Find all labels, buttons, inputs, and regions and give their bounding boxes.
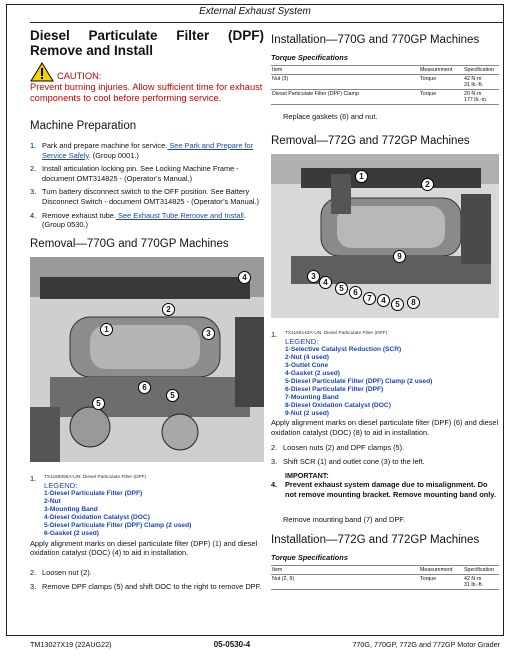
right-column xyxy=(271,28,499,590)
page-footer xyxy=(30,640,500,649)
callout-5b: 5 xyxy=(391,298,404,311)
replace-gaskets-note: Replace gaskets (6) and nut. xyxy=(283,112,378,121)
callout-2: 2 xyxy=(421,178,434,191)
header-rule xyxy=(30,22,504,23)
removal-772g-heading: Removal—772G and 772GP Machines xyxy=(271,135,470,147)
prep-step: 2. Install articulation locking pin. See Locking Machine Frame - document OMT314825 - (Operator’s Manual.) xyxy=(30,164,239,183)
callout-1: 1 xyxy=(355,170,368,183)
section-header: External Exhaust System xyxy=(199,6,311,17)
callout-5: 5 xyxy=(335,282,348,295)
torque-table-772g xyxy=(271,565,499,590)
remove-band-step: Remove mounting band (7) and DPF. xyxy=(283,514,406,524)
callout-4: 4 xyxy=(319,276,332,289)
exhaust-tube-link[interactable]: See Exhaust Tube Remove and Install xyxy=(115,210,244,220)
legend-item: 2-Nut xyxy=(44,497,61,505)
col-specification: Specification xyxy=(463,66,499,75)
legend-item: 1-Diesel Particulate Filter (DPF) xyxy=(44,489,143,497)
callout-5b: 5 xyxy=(166,389,179,402)
callout-6: 6 xyxy=(349,286,362,299)
page-title: Diesel Particulate Filter (DPF) Remove and Install xyxy=(30,28,264,58)
torque-table-770g xyxy=(271,65,499,105)
figure-caption: TX1159143A-UN: Diesel Particulate Filter (DPF) xyxy=(285,331,388,336)
footer-page-number: 05-0530-4 xyxy=(213,640,251,649)
dpf-figure-770g xyxy=(30,257,264,462)
callout-3: 3 xyxy=(202,327,215,340)
legend-item: 2-Nut (4 used) xyxy=(285,354,329,361)
footer-doc-id: TM13027X19 (22AUG22) xyxy=(30,640,112,649)
figure-caption: TX1158056A-UN: Diesel Particulate Filter (DPF) xyxy=(44,474,147,480)
col-item: Item xyxy=(271,565,419,574)
callout-2: 2 xyxy=(162,303,175,316)
legend-item: 5-Diesel Particulate Filter (DPF) Clamp (2 used) xyxy=(285,378,433,385)
col-measurement: Measurement xyxy=(419,565,463,574)
warning-triangle-icon xyxy=(30,62,54,82)
removal-step: 2. Loosen nuts (2) and DPF clamps (5). xyxy=(271,443,405,453)
machine-preparation-heading: Machine Preparation xyxy=(30,120,137,132)
col-specification: Specification xyxy=(463,565,499,574)
legend-item: 7-Mounting Band xyxy=(285,394,339,401)
callout-4b: 4 xyxy=(377,294,390,307)
callout-5: 5 xyxy=(92,397,105,410)
col-measurement: Measurement xyxy=(419,66,463,75)
removal-step: 3. Remove DPF clamps (5) and shift DOC to the right to remove DPF. xyxy=(30,581,262,591)
step-1-legend-772g: 1. TX1159143A-UN: Diesel Particulate Filter (DPF) LEGEND: 1-Selective Catalyst Reduction (SCR) 2-Nut (4 used) 3-Outlet Cone 4-Gasket (2 used) 5-Diesel Particulate Filter (DPF) Clamp (2 used) 6-Diesel Particulate Filter (DPF) 7-Mounting Band 8-Diesel Oxidation Catalyst (DOC) 9-Nut (2 used) xyxy=(271,330,499,418)
important-label: IMPORTANT: xyxy=(285,471,329,481)
callout-7: 7 xyxy=(363,292,376,305)
prep-step: 4. Remove exhaust tube. See Exhaust Tube Remove and Install. (Group 0530.) xyxy=(30,210,246,230)
preparation-steps xyxy=(30,141,264,230)
legend-title: LEGEND: xyxy=(44,480,78,490)
legend-item: 6-Gasket (2 used) xyxy=(44,529,99,537)
removal-770g-heading: Removal—770G and 770GP Machines xyxy=(30,237,229,250)
col-item: Item xyxy=(271,66,419,75)
park-prepare-link[interactable]: See Park and Prepare for Service Safely xyxy=(42,141,254,160)
torque-spec-title: Torque Specifications xyxy=(271,53,348,62)
removal-step: 3. Shift SCR (1) and outlet cone (3) to the left. xyxy=(271,456,425,466)
callout-8: 8 xyxy=(407,296,420,309)
left-column xyxy=(30,28,264,595)
important-notice: IMPORTANT: 4. Prevent exhaust system damage due to misalignment. Do not remove mounting bracket. Remove mounting band only. xyxy=(271,471,499,498)
legend-item: 8-Diesel Oxidation Catalyst (DOC) xyxy=(285,402,391,409)
legend-item: 3-Outlet Cone xyxy=(285,362,329,369)
legend-item: 5-Diesel Particulate Filter (DPF) Clamp (2 used) xyxy=(44,521,192,529)
caution-label: CAUTION: xyxy=(57,71,102,81)
dpf-figure-772g xyxy=(271,154,499,318)
legend-item: 9-Nut (2 used) xyxy=(285,410,329,417)
torque-spec-title-2: Torque Specifications xyxy=(271,552,348,562)
installation-770g-heading: Installation—770G and 770GP Machines xyxy=(271,34,480,46)
callout-3: 3 xyxy=(307,270,320,283)
removal-steps-772g xyxy=(271,443,499,466)
callout-4: 4 xyxy=(238,271,251,284)
callout-1: 1 xyxy=(100,323,113,336)
caution-text: Prevent burning injuries. Allow sufficient time for exhaust components to cool before performing service. xyxy=(30,82,263,103)
step-1-text: Apply alignment marks on diesel particulate filter (DPF) (1) and diesel oxidation catalyst (DOC) (4) to aid in installation. xyxy=(30,538,258,558)
callout-9: 9 xyxy=(393,250,406,263)
removal-step: 2. Loosen nut (2). xyxy=(30,567,92,577)
legend-item: 4-Diesel Oxidation Catalyst (DOC) xyxy=(44,513,150,521)
prep-step: 1. Park and prepare machine for service. See Park and Prepare for Service Safely. (Group 0001.) xyxy=(30,141,254,160)
footer-machine-models: 770G, 770GP, 772G and 772GP Motor Grader xyxy=(352,640,500,649)
table-row: Diesel Particulate Filter (DPF) Clamp Torque 20 N·m 177 lb.-in. xyxy=(271,90,499,105)
legend-item: 1-Selective Catalyst Reduction (SCR) xyxy=(285,346,402,353)
table-row: Nut (2, 9) Torque 42 N·m 31 lb.-ft. xyxy=(271,574,499,589)
dpf-illustration-770g xyxy=(30,257,264,462)
prep-step: 3. Turn battery disconnect switch to the OFF position. See Battery Disconnect Switch - document OMT314825 - (Operator’s Manual.) xyxy=(30,187,260,206)
legend-item: 4-Gasket (2 used) xyxy=(285,370,340,377)
step-1-text-772g: Apply alignment marks on diesel particulate filter (DPF) (6) and diesel oxidation catalyst (DOC) (8) to aid in installation. xyxy=(271,418,499,437)
callout-6: 6 xyxy=(138,381,151,394)
caution-notice xyxy=(30,62,264,104)
important-text: Prevent exhaust system damage due to misalignment. Do not remove mounting bracket. Remove mounting band only. xyxy=(285,480,496,499)
legend-item: 6-Diesel Particulate Filter (DPF) xyxy=(285,386,384,393)
installation-772g-heading: Installation—772G and 772GP Machines xyxy=(271,533,480,546)
legend-title: LEGEND: xyxy=(285,337,319,346)
legend-item: 3-Mounting Band xyxy=(44,505,98,513)
table-row: Nut (3) Torque 42 N·m 31 lb.-ft. xyxy=(271,75,499,90)
removal-steps xyxy=(30,568,264,591)
step-1-legend: 1. TX1158056A-UN: Diesel Particulate Filter (DPF) LEGEND: 1-Diesel Particulate Filter (DPF) 2-Nut 3-Mounting Band 4-Diesel Oxidation Catalyst (DOC) 5-Diesel Particulate Filter (DPF) Clamp (2 used) 6-Gasket (2 used) xyxy=(30,474,264,538)
